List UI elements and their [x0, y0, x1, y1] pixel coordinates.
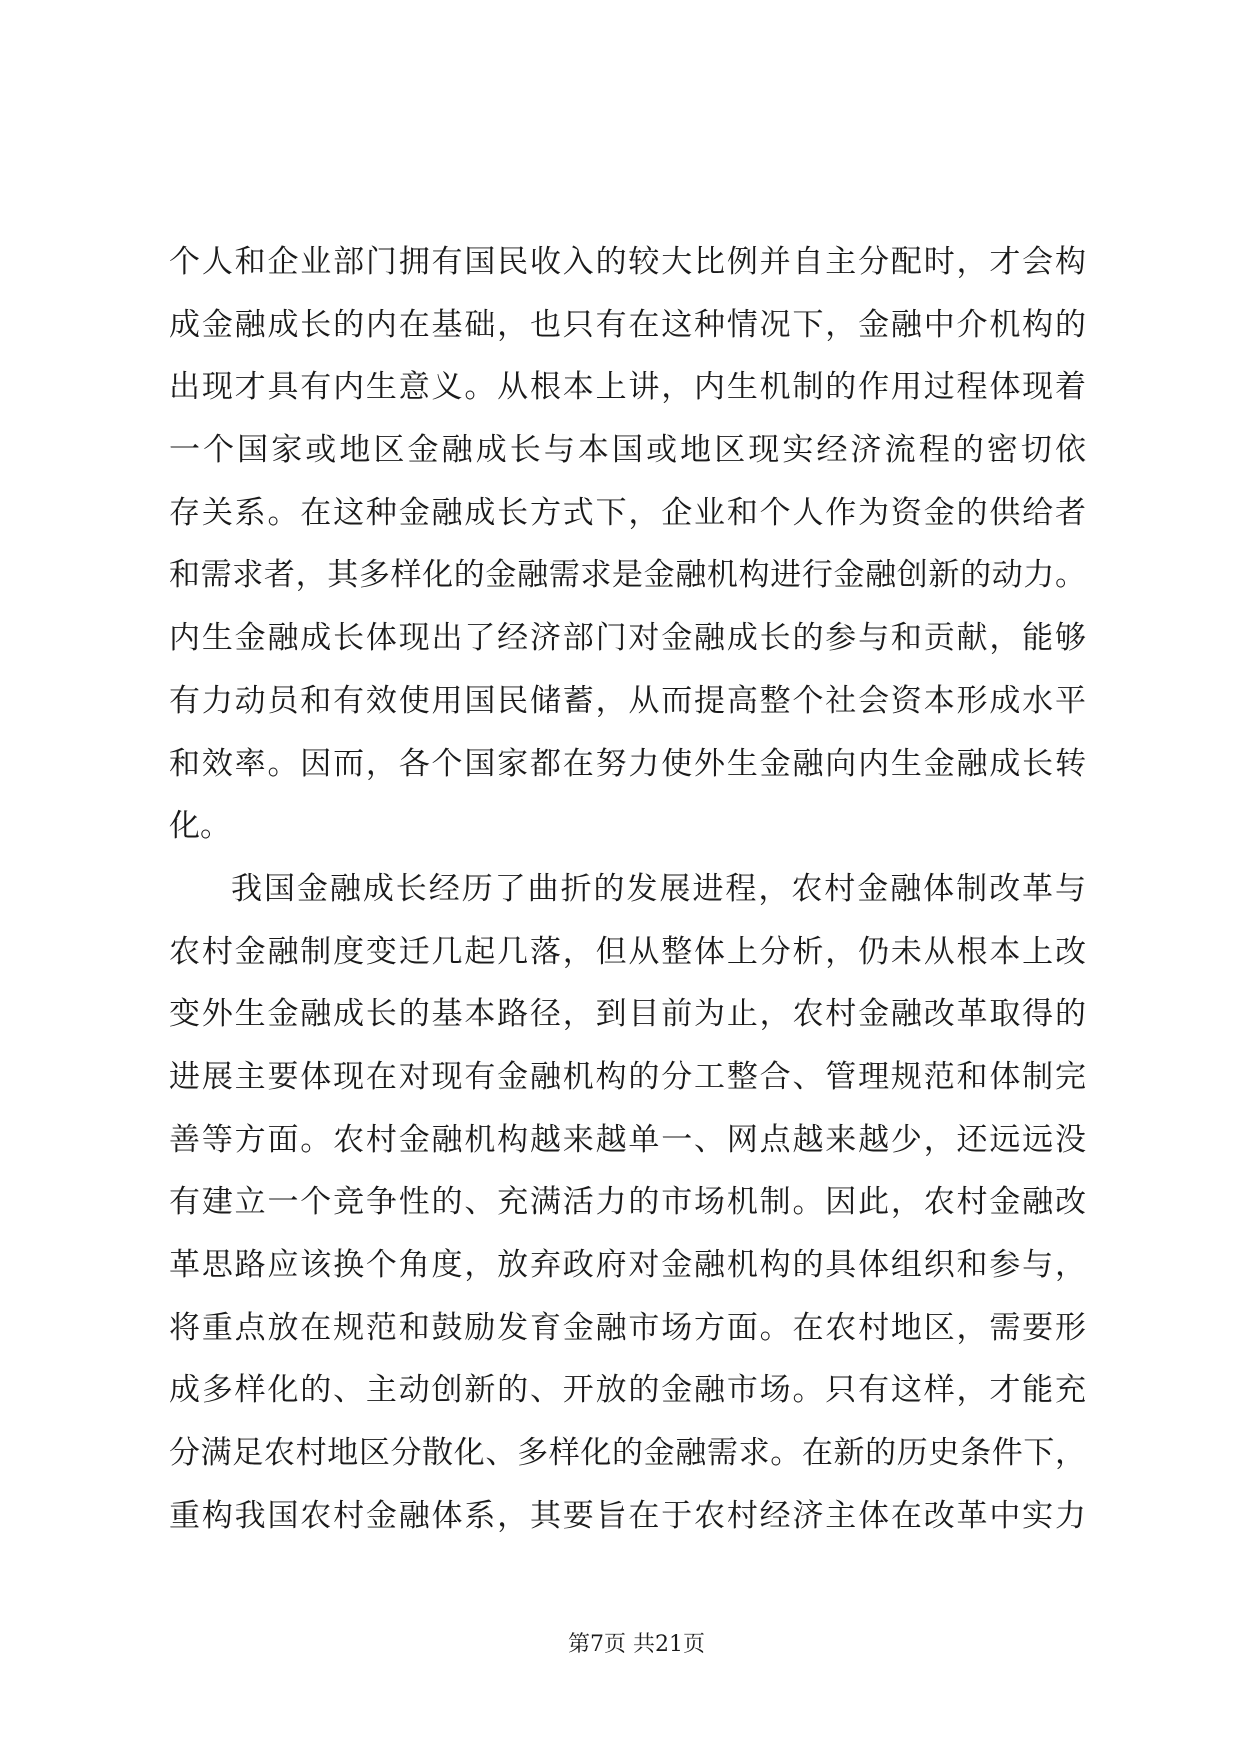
- text-line: 革思路应该换个角度，放弃政府对金融机构的具体组织和参与，: [169, 1247, 1086, 1283]
- text-line: 农村金融制度变迁几起几落，但从整体上分析，仍未从根本上改: [169, 933, 1086, 970]
- text-line: 和需求者，其多样化的金融需求是金融机构进行金融创新的动力。: [169, 557, 1086, 594]
- text-line: 成金融成长的内在基础，也只有在这种情况下，金融中介机构的: [169, 306, 1086, 343]
- paragraph-2: [169, 858, 1086, 1548]
- text-line: 我国金融成长经历了曲折的发展进程，农村金融体制改革与: [231, 870, 1086, 907]
- text-line: 一个国家或地区金融成长与本国或地区现实经济流程的密切依: [169, 432, 1086, 469]
- body-text: [169, 231, 1086, 1547]
- text-line: 存关系。在这种金融成长方式下，企业和个人作为资金的供给者: [169, 494, 1086, 531]
- page-number-footer: 第7页 共21页: [568, 1632, 705, 1657]
- text-line: 进展主要体现在对现有金融机构的分工整合、管理规范和体制完: [169, 1058, 1086, 1095]
- text-line: 将重点放在规范和鼓励发育金融市场方面。在农村地区，需要形: [169, 1309, 1086, 1346]
- text-line: 化。: [169, 808, 231, 845]
- text-line: 变外生金融成长的基本路径，到目前为止，农村金融改革取得的: [169, 996, 1086, 1033]
- text-line: 善等方面。农村金融机构越来越单一、网点越来越少，还远远没: [169, 1121, 1086, 1158]
- paragraph-1: [169, 231, 1086, 858]
- text-line: 内生金融成长体现出了经济部门对金融成长的参与和贡献，能够: [169, 620, 1086, 657]
- text-line: 有力动员和有效使用国民储蓄，从而提高整个社会资本形成水平: [169, 682, 1086, 719]
- text-line: 成多样化的、主动创新的、开放的金融市场。只有这样，才能充: [169, 1372, 1086, 1409]
- text-line: 出现才具有内生意义。从根本上讲，内生机制的作用过程体现着: [169, 369, 1086, 406]
- text-line: 和效率。因而，各个国家都在努力使外生金融向内生金融成长转: [169, 745, 1086, 782]
- text-line: 个人和企业部门拥有国民收入的较大比例并自主分配时，才会构: [169, 244, 1086, 280]
- text-line: 重构我国农村金融体系，其要旨在于农村经济主体在改革中实力: [169, 1497, 1086, 1534]
- text-line: 分满足农村地区分散化、多样化的金融需求。在新的历史条件下，: [169, 1435, 1086, 1472]
- text-line: 有建立一个竞争性的、充满活力的市场机制。因此，农村金融改: [169, 1184, 1086, 1221]
